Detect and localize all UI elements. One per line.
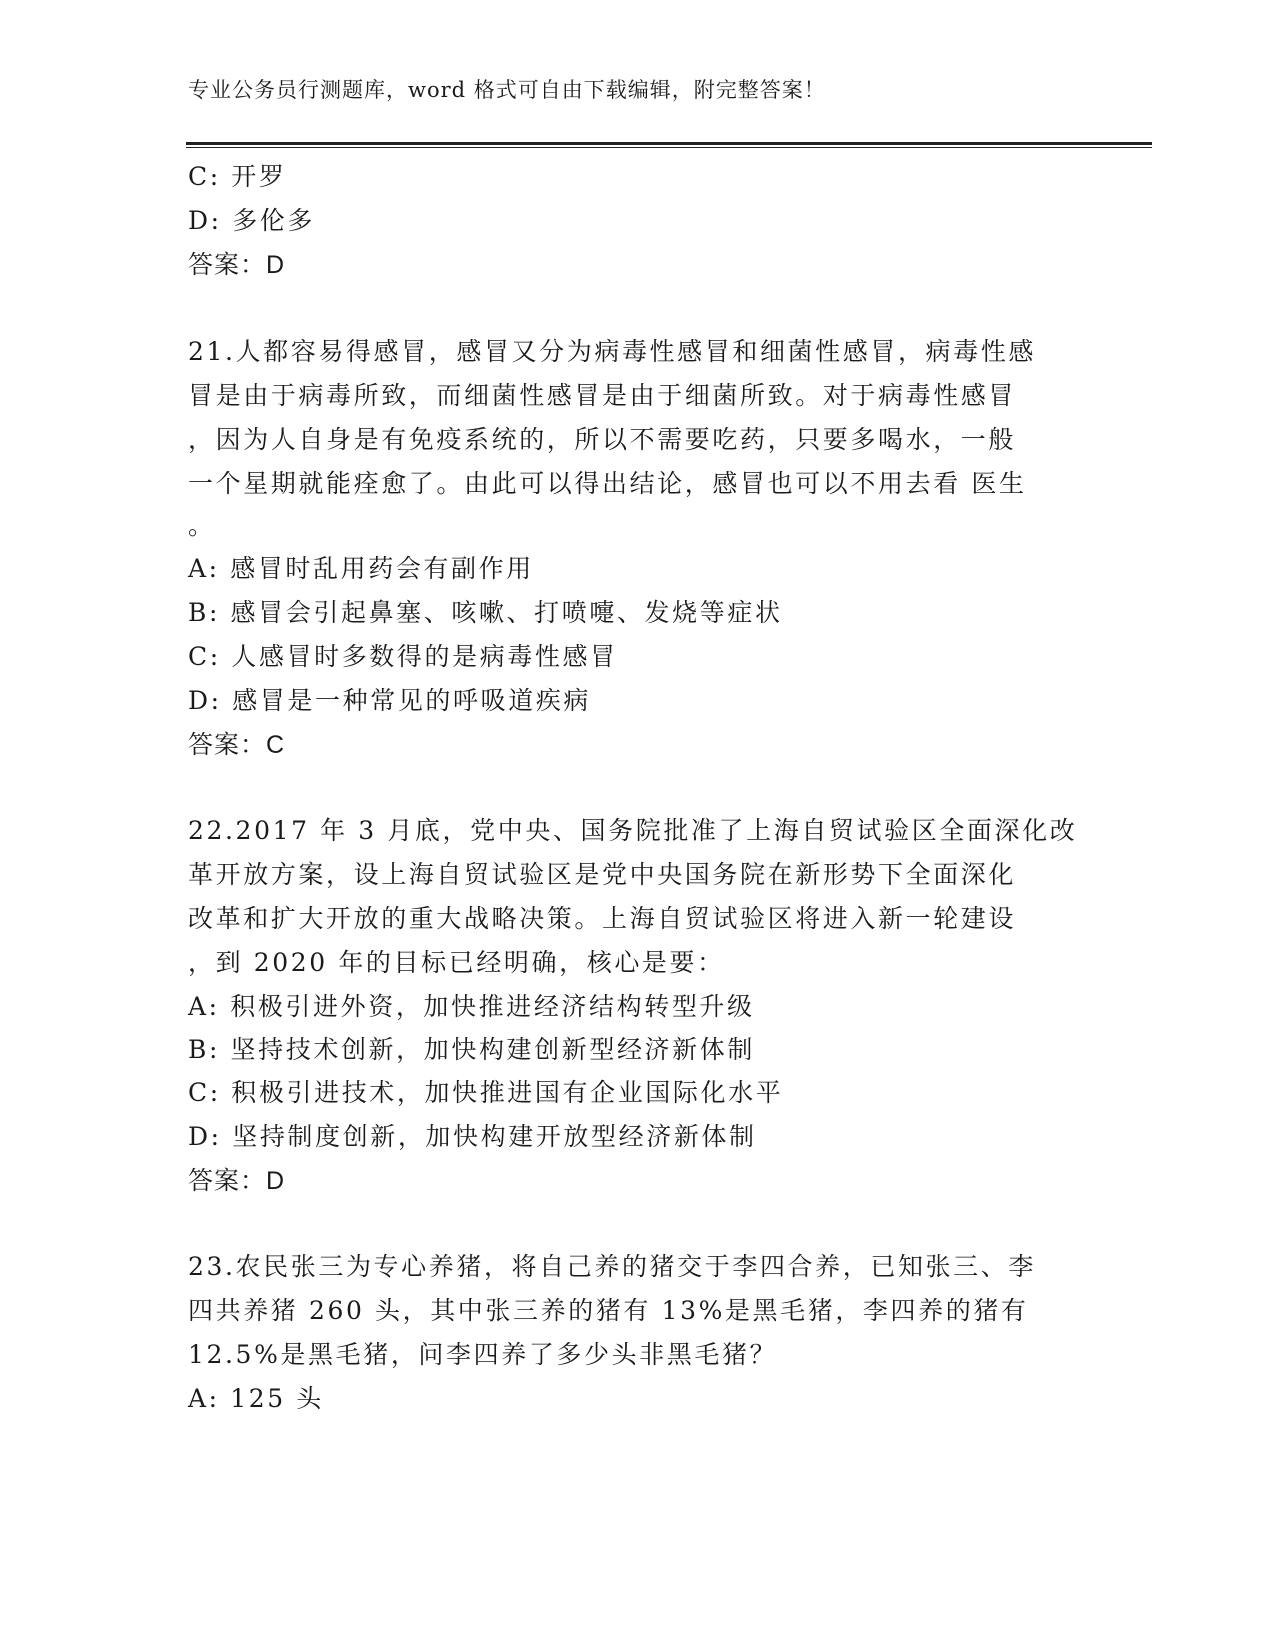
q22-option-a: A: 积极引进外资，加快推进经济结构转型升级 [188, 992, 755, 1021]
q22-stem-line: 革开放方案，设上海自贸试验区是党中央国务院在新形势下全面深化 [188, 860, 1017, 889]
q21-option-a: A: 感冒时乱用药会有副作用 [188, 554, 534, 583]
q22-option-b: B: 坚持技术创新，加快构建创新型经济新体制 [188, 1035, 755, 1064]
q21-option-b: B: 感冒会引起鼻塞、咳嗽、打喷嚏、发烧等症状 [188, 598, 783, 627]
page-header: 专业公务员行测题库，word 格式可自由下载编辑，附完整答案！ [188, 78, 826, 102]
q21-stem-line: 一个星期就能痊愈了。由此可以得出结论，感冒也可以不用去看 医生 [188, 469, 1027, 498]
q23-stem-line: 23.农民张三为专心养猪，将自己养的猪交于李四合养，已知张三、李 [188, 1252, 1036, 1281]
q21-stem-line: 。 [188, 511, 216, 540]
prev-answer: 答案：D [188, 251, 286, 279]
header-divider [186, 142, 1152, 148]
q23-stem-line: 12.5%是黑毛猪，问李四养了多少头非黑毛猪？ [188, 1340, 778, 1369]
q21-option-c: C: 人感冒时多数得的是病毒性感冒 [188, 642, 618, 671]
q22-option-d: D: 坚持制度创新，加快构建开放型经济新体制 [188, 1122, 757, 1151]
q21-option-d: D: 感冒是一种常见的呼吸道疾病 [188, 686, 592, 715]
q21-stem-line: 21.人都容易得感冒，感冒又分为病毒性感冒和细菌性感冒，病毒性感 [188, 337, 1036, 366]
q23-option-a: A: 125 头 [188, 1384, 324, 1413]
q22-stem-line: 22.2017 年 3 月底，党中央、国务院批准了上海自贸试验区全面深化改 [188, 816, 1078, 845]
q23-stem-line: 四共养猪 260 头，其中张三养的猪有 13%是黑毛猪，李四养的猪有 [188, 1296, 1029, 1325]
q22-option-c: C: 积极引进技术，加快推进国有企业国际化水平 [188, 1078, 784, 1107]
prev-option-d: D: 多伦多 [188, 206, 316, 235]
q22-stem-line: ，到 2020 年的目标已经明确，核心是要： [188, 948, 725, 977]
prev-option-c: C: 开罗 [188, 162, 287, 191]
q22-answer: 答案：D [188, 1167, 286, 1195]
q21-stem-line: ，因为人自身是有免疫系统的，所以不需要吃药，只要多喝水，一般 [188, 425, 1017, 454]
q21-stem-line: 冒是由于病毒所致，而细菌性感冒是由于细菌所致。对于病毒性感冒 [188, 381, 1017, 410]
q22-stem-line: 改革和扩大开放的重大战略决策。上海自贸试验区将进入新一轮建设 [188, 904, 1017, 933]
q21-answer: 答案：C [188, 731, 286, 759]
